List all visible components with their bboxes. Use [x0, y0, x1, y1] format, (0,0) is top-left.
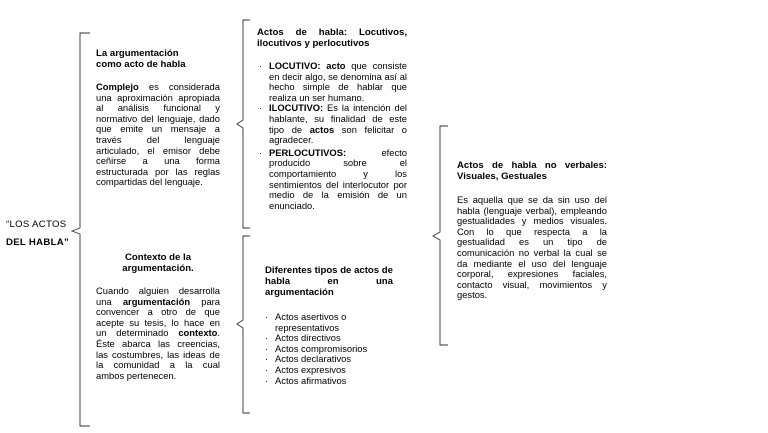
actos-habla-item	[259, 146, 407, 212]
actos-habla-item	[259, 60, 407, 103]
item-bold: LOCUTIVO: acto	[269, 60, 346, 71]
contexto-text-2: para convencer a otro de que acepte su tesis, lo hace en un determinado	[96, 295, 221, 339]
actos-habla-title: Actos de habla: Locutivos, ilocutivos y perlocutivos	[257, 27, 407, 49]
tipos-item-label: Actos declarativos	[275, 353, 352, 365]
argumentacion-body-text: es considerada una aproximación apropiada al análisis funcional y normativo del lenguaje, dado que emite un mensaje a través del lenguaje articulado, el emisor debe ceñirse a una forma estructurada por las reglas compartidas del lenguaje.	[96, 81, 220, 188]
argumentacion-title	[96, 48, 220, 70]
item-text: Es la intención del hablante, su finalidad de este tipo de	[269, 102, 407, 135]
argumentacion-body-bold: Complejo	[96, 81, 139, 92]
item-text-2: son felicitar o agradecer.	[269, 123, 407, 146]
argumentacion-section	[96, 48, 220, 188]
argumentacion-title-line1: La argumentación	[96, 48, 179, 59]
tipos-list	[265, 312, 395, 386]
no-verbales-title: Actos de habla no verbales: Visuales, Gestuales	[457, 160, 607, 182]
item-bold-2: actos	[309, 123, 335, 135]
bullet-icon: ·	[265, 364, 268, 375]
contexto-title-line1: Contexto de la	[124, 252, 192, 263]
bullet-icon: ·	[259, 103, 262, 114]
tipos-item-label: Actos afirmativos	[275, 374, 347, 386]
tipos-section	[265, 265, 393, 386]
item-bold: ILOCUTIVO:	[269, 102, 324, 114]
contexto-bold-1: argumentación	[122, 295, 191, 307]
actos-habla-item	[259, 102, 407, 146]
bullet-icon: ·	[259, 61, 262, 71]
bullet-icon: ·	[259, 147, 262, 158]
contexto-text-3: . Éste abarca las creencias, las costumbres, las ideas de la comunidad a la cual ambos pertenecen.	[96, 327, 220, 381]
contexto-body	[96, 286, 220, 381]
tipos-item-label: Actos expresivos	[275, 363, 346, 375]
contexto-title	[96, 252, 220, 274]
middle-top-bracket	[237, 20, 250, 228]
contexto-section	[96, 252, 220, 381]
main-bracket	[72, 33, 90, 426]
no-verbales-section	[457, 160, 607, 301]
bullet-icon: ·	[265, 343, 268, 354]
middle-bottom-bracket	[237, 236, 250, 413]
tipos-item-label: Actos directivos	[275, 332, 341, 344]
tipos-item	[265, 374, 395, 387]
actos-habla-list	[257, 61, 407, 211]
contexto-title-line2: argumentación.	[122, 263, 194, 274]
tipos-title: Diferentes tipos de actos de habla en una argumentación	[265, 265, 393, 298]
main-title-line2: DEL HABLA”	[6, 237, 70, 248]
contexto-text-1: Cuando alguien desarrolla una	[96, 285, 220, 307]
item-text: que consiste en decir algo, se denomina así al hecho simple de hablar que realiza un ser humano.	[269, 60, 407, 103]
argumentacion-title-line2: como acto de habla	[96, 59, 186, 70]
actos-habla-section	[257, 27, 407, 211]
right-bracket	[433, 126, 448, 345]
bullet-icon: ·	[265, 333, 268, 344]
contexto-bold-2: contexto	[178, 327, 218, 339]
bullet-icon: ·	[265, 312, 268, 322]
item-text: efecto producido sobre el comportamiento y los sentimientos del interlocutor por medio de la emisión de un enunciado.	[269, 146, 407, 211]
argumentacion-body	[96, 82, 220, 188]
bullet-icon: ·	[265, 354, 268, 365]
no-verbales-body: Es aquella que se da sin uso del habla (lenguaje verbal), empleando gestualidades y medios visuales. Con lo que respecta a la gestualidad es un tipo de comunicación no verbal la cual se da mediante el uso del lenguaje corporal, expresiones faciales, contacto visual, movimientos y gestos.	[457, 194, 607, 301]
bullet-icon: ·	[265, 375, 268, 386]
tipos-item-label: Actos asertivos o representativos	[275, 311, 347, 333]
tipos-item-label: Actos compromisorios	[275, 342, 368, 354]
main-title	[6, 216, 69, 252]
main-title-line1: “LOS ACTOS	[6, 219, 67, 230]
tipos-item	[265, 311, 395, 333]
item-bold: PERLOCUTIVOS:	[269, 146, 347, 158]
